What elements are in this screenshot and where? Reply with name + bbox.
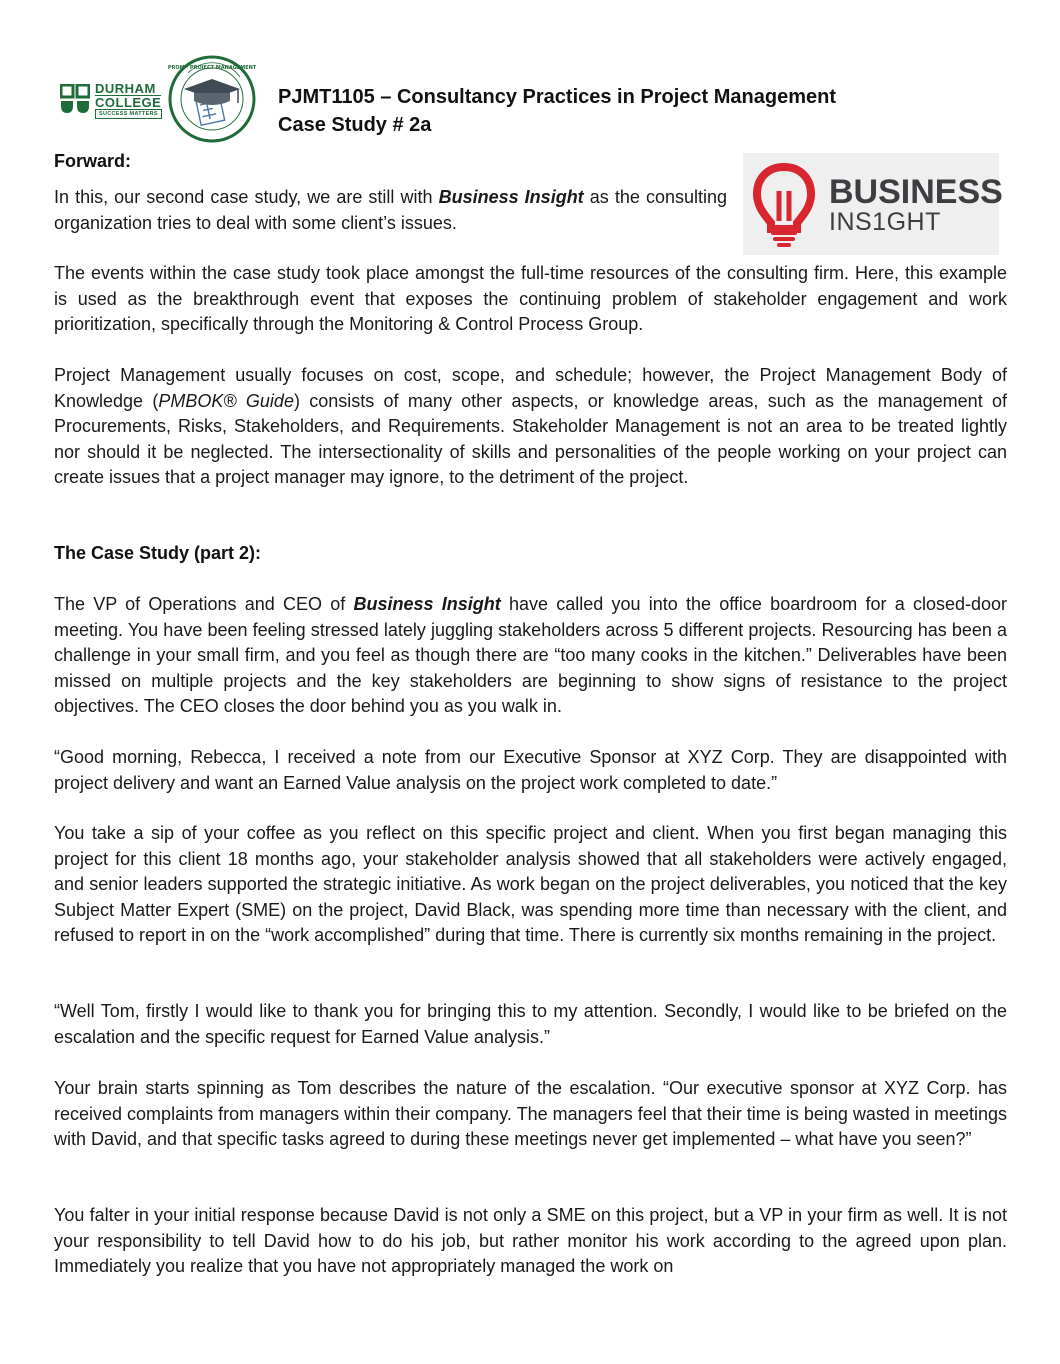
intro-company-name: Business Insight — [438, 187, 584, 207]
pm-paragraph — [54, 363, 1007, 491]
pm-text-c: ) consists of many other aspects, or knowledge areas, such as the management of Procurements, Risks, Stakeholders, and Requirements. Stakeholder Management is not an area to be treated lightly nor should it be neglected. The intersectionality of skills and personalities of the people working on your project can create issues that a project manager may ignore, to the detriment of the project. — [54, 390, 1007, 487]
falter-paragraph: You falter in your initial response because David is not only a SME on this project, but a VP in your firm as well. It is not your responsibility to tell David how to do his job, but rather monitor his work according to the agreed upon plan. Immediately you realize that you have not appropriately managed the work on — [54, 1205, 1007, 1276]
events-paragraph: The events within the case study took place amongst the full-time resources of the consulting firm. Here, this example is used as the breakthrough event that exposes the continuing problem of stakeholder engagement and work prioritization, specifically through the Monitoring & Control Process Group. — [54, 263, 1007, 334]
case-study-label: Case Study # 2a — [278, 114, 432, 136]
durham-college-logo — [60, 80, 170, 126]
college-tagline: SUCCESS MATTERS — [95, 109, 162, 119]
intro-paragraph — [54, 185, 727, 236]
case-study-heading: The Case Study (part 2): — [54, 543, 262, 563]
escalation-paragraph: Your brain starts spinning as Tom describes the nature of the escalation. “Our executive sponsor at XYZ Corp. has received complaints from managers within their company. The managers feel that their time is being wasted in meetings with David, and that specific tasks agreed to during these meetings never get implemented – what have you seen?” — [54, 1078, 1007, 1149]
boardroom-paragraph — [54, 592, 1007, 720]
pmbok-guide: PMBOK® Guide — [158, 390, 294, 411]
boardroom-text-c: have called you into the office boardroom for a closed-door meeting. You have been feeling stressed lately juggling stakeholders across 5 different projects. Resourcing has been a challenge in your small firm, and you feel as though there are “too many cooks in the kitchen.” Deliverables have been missed on multiple projects and the key stakeholders are beginning to show signs of resistance to the project objectives. The CEO closes the door behind you as you walk in. — [54, 594, 1007, 716]
forward-heading: Forward: — [54, 151, 132, 171]
business-insight-logo — [743, 153, 1003, 255]
boardroom-company-name: Business Insight — [353, 594, 501, 614]
intro-text-a: In this, our second case study, we are still with — [54, 187, 439, 207]
pm-text-a: Project Management usually focuses on cost, scope, and schedule; however, the Project Management Body of Knowledge ( — [54, 365, 1007, 411]
logo-word-insight: INS1GHT — [829, 208, 941, 236]
tom-reply-paragraph: “Well Tom, firstly I would like to thank you for bringing this to my attention. Secondly, I would like to be briefed on the escalation and the specific request for Earned Value analysis.” — [54, 1001, 1007, 1047]
college-name — [95, 82, 161, 109]
college-name-line2: COLLEGE — [95, 95, 162, 110]
reflection-paragraph: You take a sip of your coffee as you reflect on this specific project and client. When you first began managing this project for this client 18 months ago, your stakeholder analysis showed that all stakeholders were actively engaged, and senior leaders supported the strategic initiative. As work began on the project deliverables, you noticed that the key Subject Matter Expert (SME) on the project, David Black, was spending more time than necessary with the client, and refused to report in on the “work accomplished” during that time. There is currently six months remaining in the project. — [54, 823, 1007, 945]
boardroom-text-a: The VP of Operations and CEO of — [54, 594, 354, 614]
intro-text-c: as the consulting organization tries to deal with some client’s issues. — [54, 187, 727, 233]
ceo-quote-paragraph: “Good morning, Rebecca, I received a note from our Executive Sponsor at XYZ Corp. They are disappointed with project delivery and want an Earned Value analysis on the project work completed to date.” — [54, 747, 1007, 793]
course-title: PJMT1105 – Consultancy Practices in Project Management — [278, 86, 836, 108]
college-name-line1: DURHAM — [95, 81, 156, 96]
logo-word-business: BUSINESS — [829, 173, 1003, 211]
prom-project-management-seal — [168, 55, 256, 143]
durham-college-shield-icon — [60, 84, 90, 114]
seal-text: PROM · PROJECT MANAGEMENT — [168, 65, 256, 71]
lightbulb-icon — [753, 163, 815, 249]
